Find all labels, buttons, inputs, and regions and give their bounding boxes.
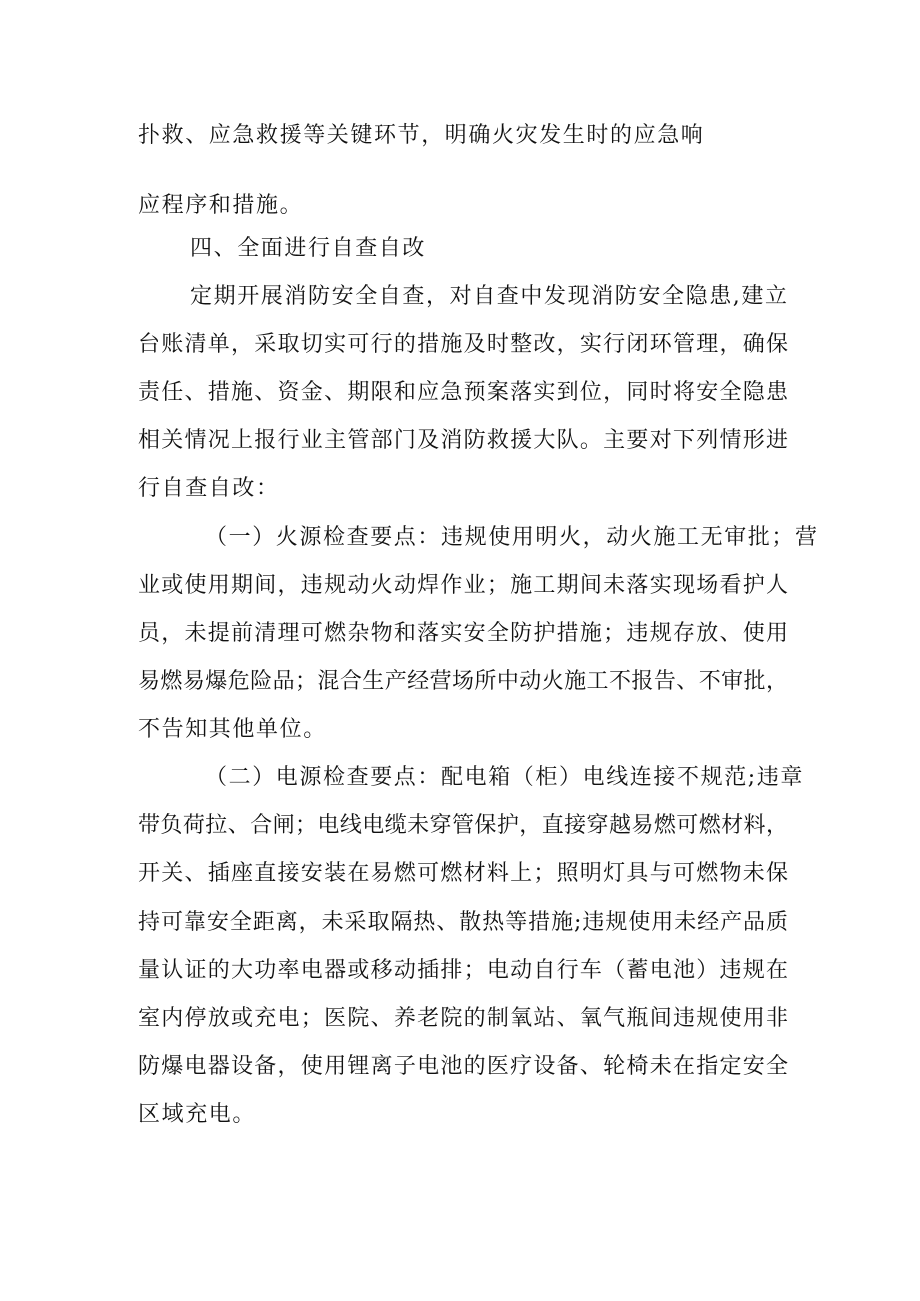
paragraph-line: 不告知其他单位。 [138,717,327,742]
paragraph-line: （二）电源检查要点：配电箱（柜）电线连接不规范;违章 [205,765,805,790]
paragraph-line: 行自查自改： [138,476,280,501]
paragraph-line: 区域充电。 [138,1102,257,1127]
section-heading: 四、全面进行自查自改 [190,236,427,261]
paragraph-line: 室内停放或充电；医院、养老院的制氧站、氧气瓶间违规使用非 [138,1006,788,1031]
paragraph-line: 易燃易爆危险品；混合生产经营场所中动火施工不报告、不审批， [138,669,788,694]
paragraph-line: 开关、插座直接安装在易燃可燃材料上；照明灯具与可燃物未保 [138,861,788,886]
paragraph-line: 防爆电器设备，使用锂离子电池的医疗设备、轮椅未在指定安全 [138,1054,788,1079]
paragraph-line: 业或使用期间，违规动火动焊作业；施工期间未落实现场看护人 [138,573,788,598]
paragraph-line: 台账清单，采取切实可行的措施及时整改，实行闭环管理，确保 [138,332,788,357]
paragraph-line: 带负荷拉、合闸；电线电缆未穿管保护，直接穿越易燃可燃材料， [138,813,788,838]
paragraph-line: 持可靠安全距离，未采取隔热、散热等措施;违规使用未经产品质 [138,910,788,935]
paragraph-line: 员，未提前清理可燃杂物和落实安全防护措施；违规存放、使用 [138,621,788,646]
paragraph-line: 扑救、应急救援等关键环节，明确火灾发生时的应急响 [138,123,705,148]
paragraph-line: 定期开展消防安全自查，对自查中发现消防安全隐患,建立 [190,284,789,309]
paragraph-line: 量认证的大功率电器或移动插排；电动自行车（蓄电池）违规在 [138,958,788,983]
paragraph-line: 相关情况上报行业主管部门及消防救援大队。主要对下列情形进 [138,428,788,453]
paragraph-line: （一）火源检查要点：违规使用明火，动火施工无审批；营 [205,525,819,550]
paragraph-line: 应程序和措施。 [138,193,304,218]
paragraph-line: 责任、措施、资金、期限和应急预案落实到位，同时将安全隐患 [138,380,788,405]
